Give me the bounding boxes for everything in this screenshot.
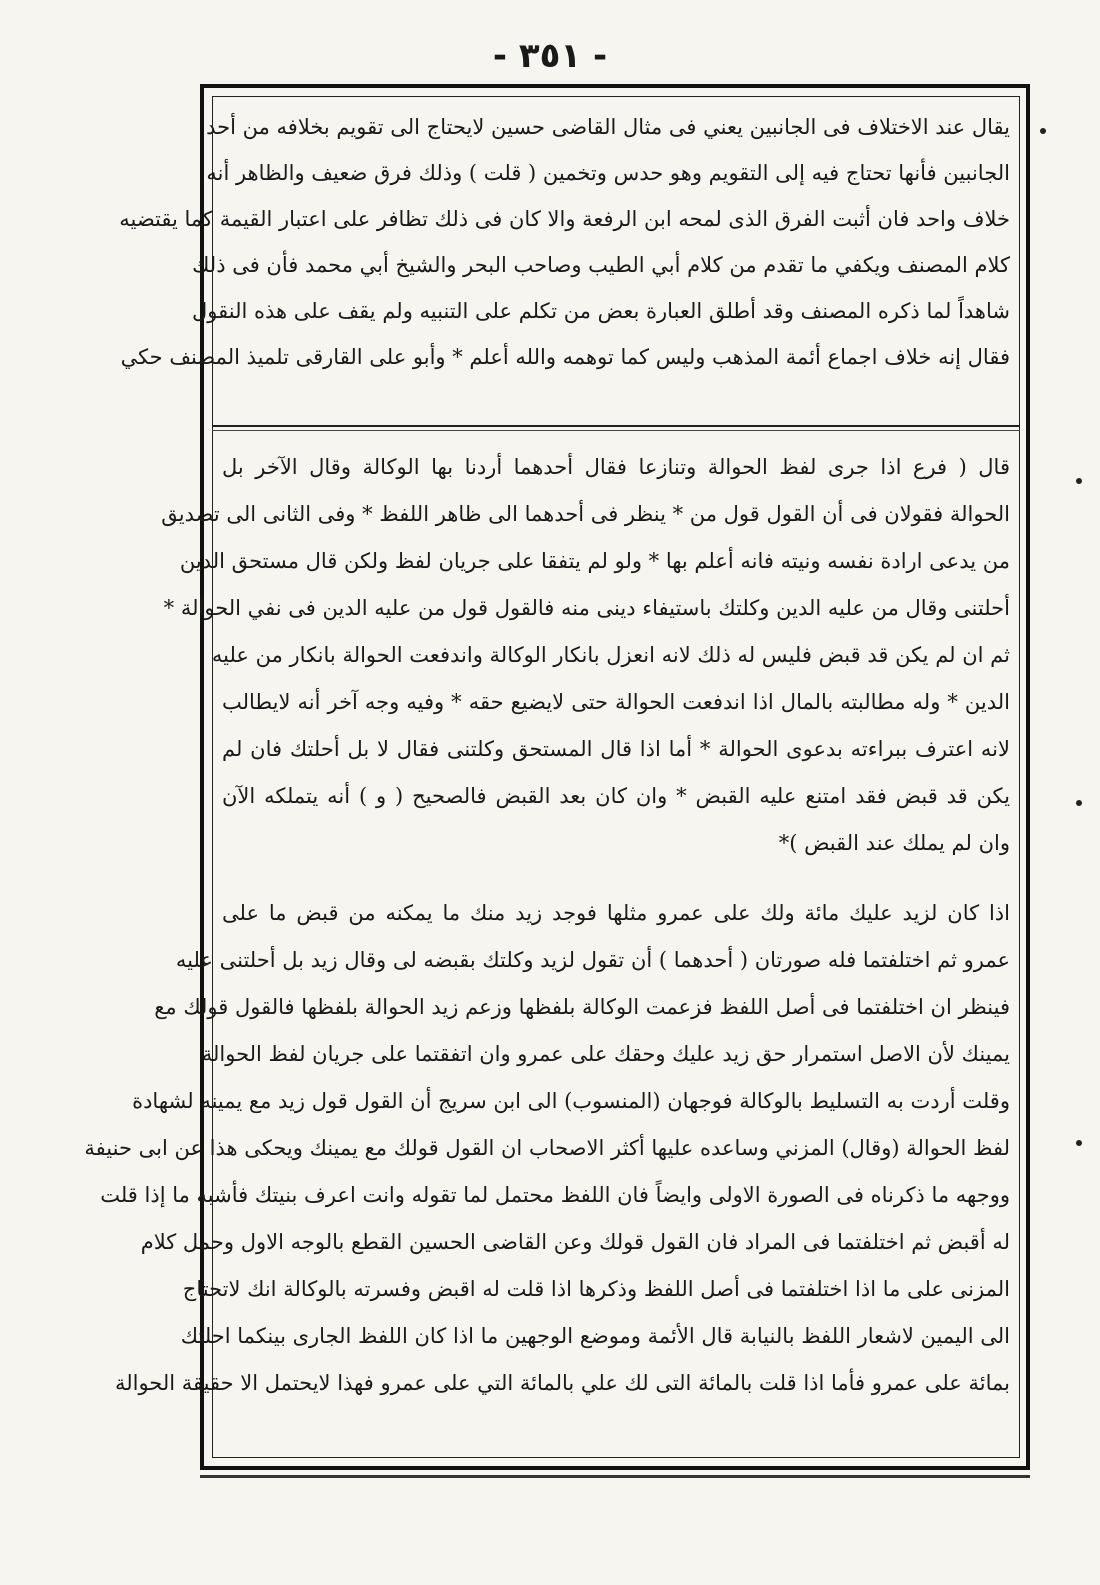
margin-dot [1076,1140,1082,1146]
bottom-rule [200,1475,1030,1478]
commentary-block [119,104,1010,380]
commentary-line: خلاف واحد فان أثبت الفرق الذى لمحه ابن الرفعة والا كان فى ذلك تظافر على اعتبار القيمة كما يقتضيه [119,207,1010,231]
commentary-line: فقال إنه خلاف اجماع أئمة المذهب وليس كما توهمه والله أعلم * وأبو على القارقى تلميذ المصنف حكي [120,345,1010,369]
main-text-line: ثم ان لم يكن قد قبض فليس له ذلك لانه انعزل بانكار الوكالة واندفعت الحوالة بانكار من عليه [211,643,1010,667]
main-text-line: الحوالة فقولان فى أن القول قول من * ينظر فى أحدهما الى ظاهر اللفظ * وفى الثانى الى تصديق [161,502,1010,526]
main-text-line: لانه اعترف ببراءته بدعوى الحوالة * أما اذا قال المستحق وكلتنى فقال لا بل أحلتك فان لم [222,737,1010,761]
lower-text-block [84,890,1010,1407]
lower-text-line: فينظر ان اختلفتما فى أصل اللفظ فزعمت الوكالة بلفظها وزعم زيد الحوالة بلفظها فالقول قولك مع [154,995,1010,1019]
main-text-line: من يدعى ارادة نفسه ونيته فانه أعلم بها * ولو لم يتفقا على جريان لفظ ولكن قال مستحق الدين [179,549,1010,573]
main-text-line: قال ( فرع اذا جرى لفظ الحوالة وتنازعا فقال أحدهما أردنا بها الوكالة وقال الآخر بل [222,455,1010,479]
lower-text-line: يمينك لأن الاصل استمرار حق زيد عليك وحقك على عمرو وان اتفقتما على جريان لفظ الحوالة [201,1042,1010,1066]
main-text-line: الدين * وله مطالبته بالمال اذا اندفعت الحوالة حتى لايضيع حقه * وفيه وجه آخر أنه لايطالب [222,690,1010,714]
margin-dot [1076,478,1082,484]
lower-text-line: لفظ الحوالة (وقال) المزني وساعده عليها أكثر الاصحاب ان القول قولك مع يمينك ويحكى هذا عن ابى حنيفة [84,1136,1010,1160]
main-text-line: أحلتنى وقال من عليه الدين وكلتك باستيفاء دينى منه فالقول قول من عليه الدين فى نفي الحوالة * [163,596,1010,620]
page-number: - ٣٥١ - [492,36,608,76]
lower-text-line: وقلت أردت به التسليط بالوكالة فوجهان (المنسوب) الى ابن سريج أن القول قول زيد مع يمينه لشهادة [132,1089,1010,1113]
commentary-line: كلام المصنف ويكفي ما تقدم من كلام أبي الطيب وصاحب البحر والشيخ أبي محمد فأن فى ذلك [192,253,1010,277]
lower-text-line: عمرو ثم اختلفتما فله صورتان ( أحدهما ) أن تقول لزيد وكلتك بقبضه لى وقال زيد بل أحلتنى عليه [175,948,1010,972]
main-text-line: يكن قد قبض فقد امتنع عليه القبض * وان كان بعد القبض فالصحيح ( و ) أنه يتملكه الآن [222,784,1010,808]
lower-text-line: الى اليمين لاشعار اللفظ بالنيابة قال الأئمة وموضع الوجهين ما اذا كان اللفظ الجارى بينكما احلتك [180,1324,1010,1348]
lower-text-line: بمائة على عمرو فأما اذا قلت بالمائة التى لك علي بالمائة التي على عمرو فهذا لايحتمل الا حقيقة الحوالة [114,1371,1010,1395]
main-text-line: وان لم يملك عند القبض )* [778,831,1010,855]
lower-text-line: ووجهه ما ذكرناه فى الصورة الاولى وايضاً فان اللفظ محتمل لما تقوله وانت اعرف بنيتك فأشبه ما إذا قلت [100,1183,1010,1207]
commentary-line: شاهداً لما ذكره المصنف وقد أطلق العبارة بعض من تكلم على التنبيه ولم يقف على هذه النقول [192,299,1010,323]
commentary-line: الجانبين فأنها تحتاج فيه إلى التقويم وهو حدس وتخمين ( قلت ) وذلك فرق ضعيف والظاهر أنه [206,161,1010,185]
lower-text-line: له أقبض ثم اختلفتما فى المراد فان القول قولك وعن القاضى الحسين القطع بالوجه الاول وحمل كلام [140,1230,1010,1254]
section-divider-fine [212,430,1020,431]
margin-dot [1040,128,1046,134]
margin-dot [1076,800,1082,806]
commentary-line: يقال عند الاختلاف فى الجانبين يعني فى مثال القاضى حسين لايحتاج الى تقويم بخلافه من أحد [206,115,1010,139]
main-text-block [161,444,1010,867]
section-divider [212,425,1020,427]
lower-text-line: المزنى على ما اذا اختلفتما فى أصل اللفظ وذكرها اذا قلت له اقبض وفسرته بالوكالة انك لاتحتاج [182,1277,1010,1301]
lower-text-line: اذا كان لزيد عليك مائة ولك على عمرو مثلها فوجد زيد منك ما يمكنه من قبض ما على [222,901,1010,925]
